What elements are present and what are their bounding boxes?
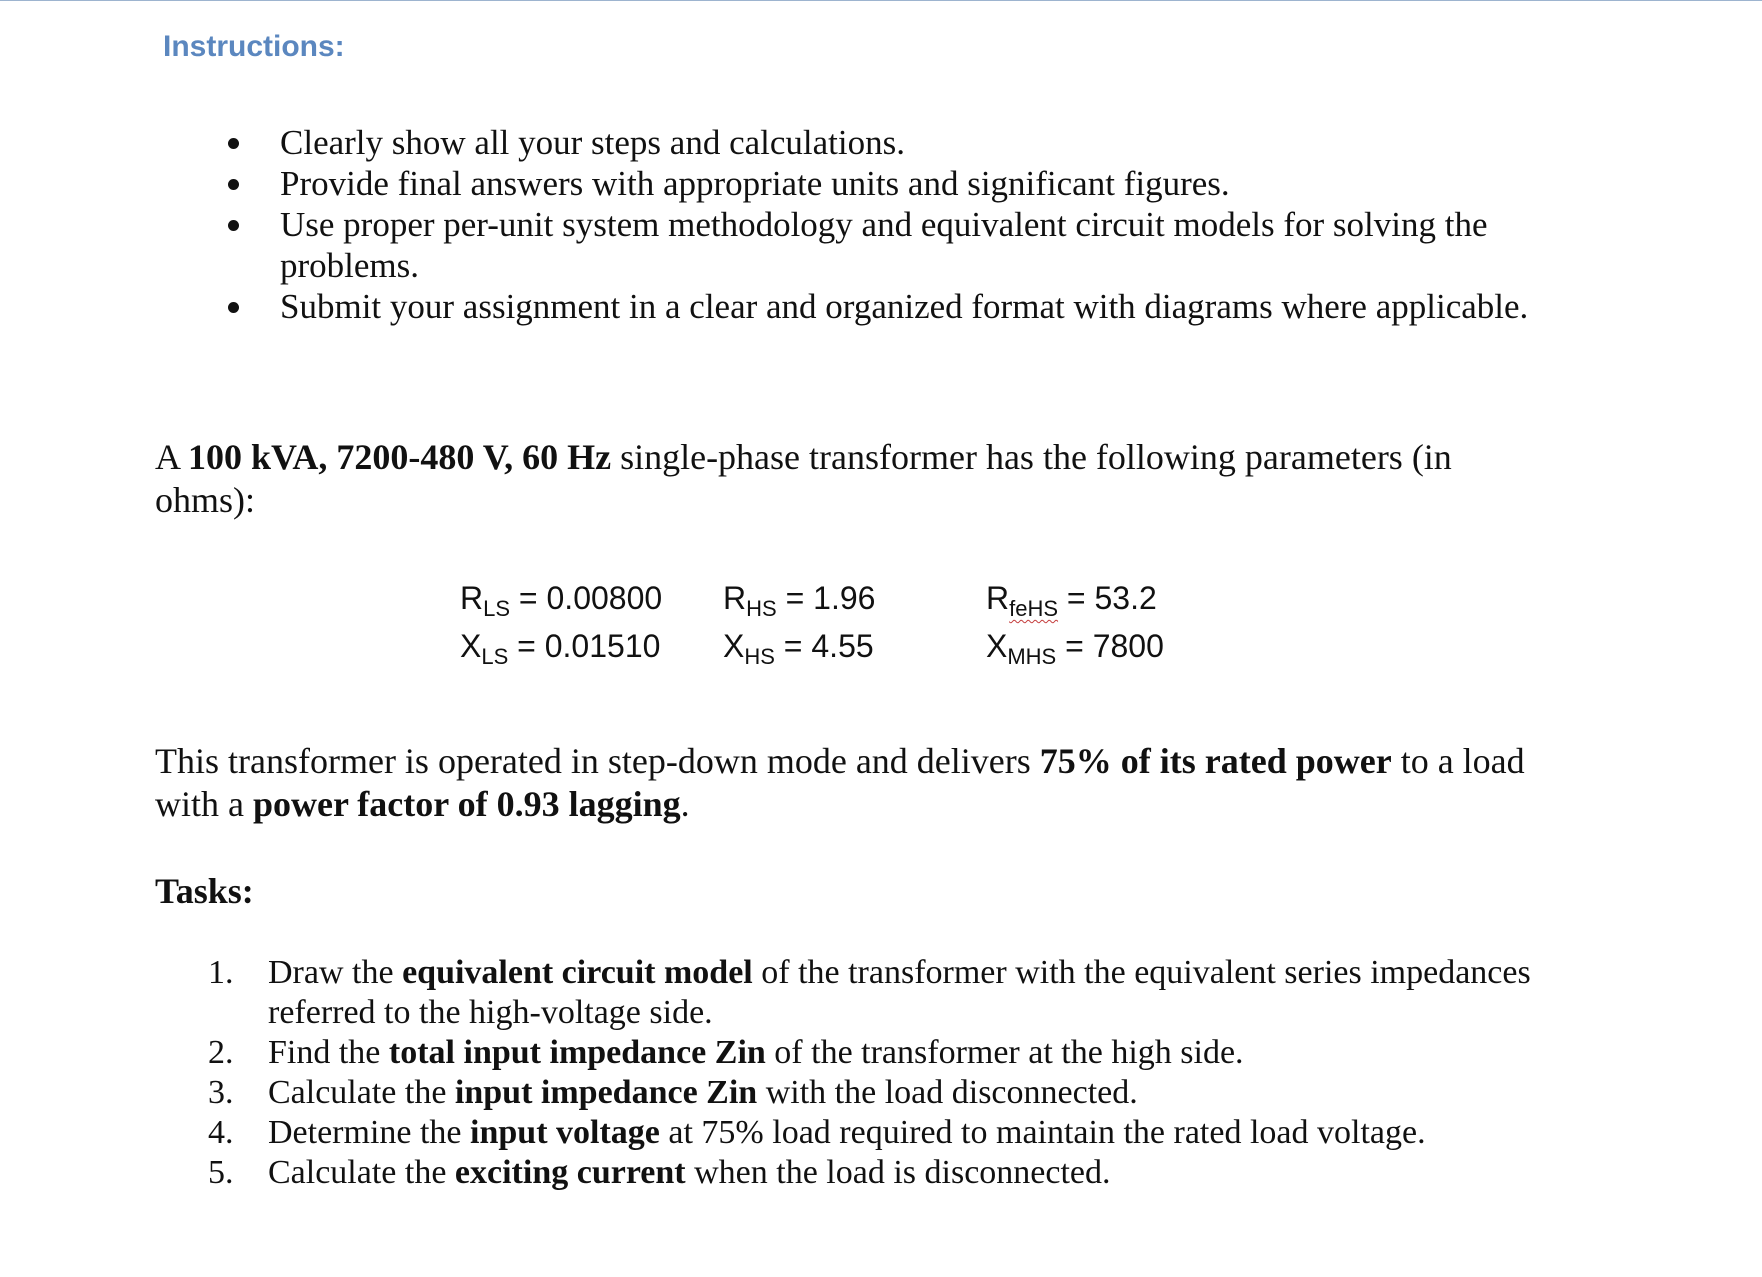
param-x-hs: $X_{HS} = 4.55$ — [723, 628, 874, 669]
param-r-fehs: $R_{feHS} = 53.2$ — [986, 580, 1157, 621]
task-item: 5. Calculate the exciting current when the load is disconnected. — [208, 1154, 1111, 1191]
task-number: 3. — [208, 1074, 234, 1111]
list-item — [210, 122, 1570, 163]
list-item — [210, 163, 1570, 204]
parameter-table — [460, 576, 1286, 672]
bullet-icon — [228, 220, 239, 231]
bullet-text: Use proper per-unit system methodology and equivalent circuit models for solving the problems. — [280, 205, 1488, 285]
tasks-heading: Tasks: — [155, 871, 254, 911]
bullet-icon — [228, 179, 239, 190]
param-x-ls: $X_{LS} = 0.01510$ — [460, 628, 661, 669]
instructions-list — [210, 122, 1570, 327]
task-number: 5. — [208, 1154, 234, 1191]
bullet-icon — [228, 138, 239, 149]
task-item: 1. Draw the equivalent circuit model of the transformer with the equivalent series impedances referred to the high-voltage side. — [208, 954, 1531, 1031]
intro-text: A — [155, 437, 189, 477]
power-factor: power factor of 0.93 lagging — [252, 784, 681, 824]
task-item: 3. Calculate the input impedance Zin with the load disconnected. — [208, 1074, 1138, 1111]
bullet-icon — [228, 302, 239, 313]
bullet-text: Clearly show all your steps and calculations. — [280, 123, 905, 162]
operating-conditions: This transformer is operated in step-down mode and delivers 75% of its rated power to a load with a power factor of 0.93 lagging. — [155, 741, 1525, 824]
task-item: 4. Determine the input voltage at 75% load required to maintain the rated load voltage. — [208, 1114, 1426, 1151]
task-item: 2. Find the total input impedance Zin of the transformer at the high side. — [208, 1034, 1244, 1071]
task-number: 1. — [208, 954, 234, 991]
instructions-heading: Instructions: — [163, 30, 345, 63]
transformer-rating: 100 kVA, 7200-480 V, 60 Hz — [188, 437, 612, 477]
tasks-list — [208, 953, 1568, 1193]
list-item — [210, 204, 1570, 286]
transformer-description — [155, 436, 1555, 522]
task-number: 4. — [208, 1114, 234, 1151]
parameter-row — [460, 576, 1286, 624]
top-divider — [0, 0, 1762, 1]
list-item — [210, 286, 1570, 327]
intro-text: single-phase transformer has the following parameters (in ohms): — [155, 437, 1452, 520]
parameter-row — [460, 624, 1286, 672]
param-x-mhs: $X_{MHS} = 7800$ — [986, 628, 1164, 669]
bullet-text: Provide final answers with appropriate units and significant figures. — [280, 164, 1230, 203]
bullet-text: Submit your assignment in a clear and organized format with diagrams where applicable. — [280, 287, 1529, 326]
param-r-ls: $R_{LS} = 0.00800$ — [460, 580, 663, 621]
task-number: 2. — [208, 1034, 234, 1071]
load-percentage: 75% of its rated power — [1039, 741, 1392, 781]
param-r-hs: $R_{HS} = 1.96$ — [723, 580, 876, 621]
